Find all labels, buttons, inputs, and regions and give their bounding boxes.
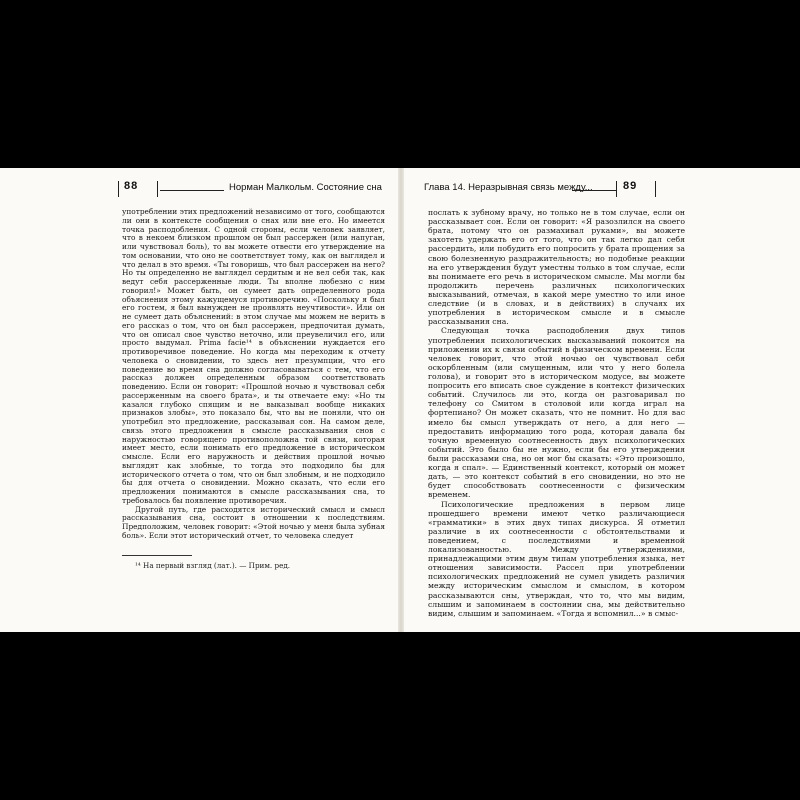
header-rule	[160, 190, 224, 191]
body-text	[428, 208, 685, 618]
right-page	[402, 168, 800, 632]
paragraph: Психологические предложения в первом лице прошедшего времени имеют четко различающиеся «грамматики» в этих двух типах дискурса. Я отметил различие в их соотнесенности с обстоятельствами и поведением, с последствиями и временной локализованностью. Между утверждениями, принадлежащими этим двум типам употребления языка, нет отношения зависимости. Рассел при употреблении психологических предложений не сумел увидеть различия между историческим смыслом и смыслом, в котором рассказываются сны, утверждая, что то, что мы видим, слышим и запоминаем в состоянии сна, мы действительно видим, слышим и запоминаем. «Тогда я вспомнил...» в смыс-	[428, 499, 685, 618]
running-head: Норман Малкольм. Состояние сна	[229, 182, 382, 193]
header-rule	[572, 190, 616, 191]
running-head: Глава 14. Неразрывная связь между...	[424, 182, 593, 193]
body-text	[122, 208, 385, 541]
paragraph: Следующая точка расподобления двух типов употребления психологических высказываний покоится на приложении их к связи событий в физическом времени. Если человек говорит, что этой ночью он чувствовал себя оскорбленным (или смущенным, или что у него болела голова), и говорит это в историческом модусе, вы можете попросить его вписать свое суждение в контекст физических событий. Случилось ли это, когда он разговаривал по телефону со Смитом в столовой или когда играл на фортепиано? Он может сказать, что не помнит. Но для вас имело бы смысл утверждать от него, а для него — предоставить информацию того рода, которая давала бы точную временную соотнесенность двух психологических событий. Это было бы не нужно, если бы его утверждения были рассказами сна, но он мог бы сказать: «Это произошло, когда я спал». — Единственный контекст, который он может дать, — это контекст событий в его сновидении, но это не будет способствовать соотнесенности с физическим временем.	[428, 326, 685, 500]
page-number: 88	[124, 180, 139, 192]
paragraph: Другой путь, где расходятся исторический смысл и смысл рассказывания сна, состоит в отношении к последствиям. Предположим, человек говорит: «Этой ночью у меня была зубная боль». Если этот исторический отчет, то человека следует	[122, 504, 385, 540]
paragraph: послать к зубному врачу, но только не в том случае, если он рассказывает сон. Если он говорит: «Я разозлился на своего брата, потому что он размахивал руками», вы можете захотеть удержать его от того, что он так легко дал себя рассердить, или побудить его попросить у брата прощения за свою болезненную раздражительность; но подобные реакции на его утверждения будут уместны только в том случае, если вы понимаете его речь в историческом смысле. Мы могли бы продолжить перечень различных психологических высказываний, отмечая, в какой мере уместно то или иное следствие (и в словах, и в действиях) в случаях их употребления в историческом смысле и в смысле рассказывания сна.	[428, 208, 685, 327]
footnote: ¹⁴ На первый взгляд (лат.). — Прим. ред.	[135, 561, 291, 570]
left-page	[0, 168, 400, 632]
page-number: 89	[623, 180, 638, 192]
footnote-rule	[122, 555, 192, 556]
book-spread	[0, 168, 800, 632]
paragraph: употреблении этих предложений независимо от того, сообщаются ли они в контексте сообщения о снах или вне его. Но имеется точка расподобления. С одной стороны, если человек заявляет, что в некоем близком прошлом он был рассержен (или напуган, или чувствовал боль), то вы можете отвести его утверждение на том основании, что оно не соответствует тому, как он выглядел и что делал в это время. «Ты говоришь, что был рассержен на него? Но ты определенно не выглядел сердитым и не вел себя так, как ведут себя рассерженные люди. Ты вполне любезно с ним говорил!» Может быть, он сумеет дать определенного рода объяснения этому кажущемуся противоречию. «Поскольку я был его гостем, я был вынужден не проявлять неучтивости». Или он не сумеет дать объяснений: в этом случае мы можем не верить в его рассказ о том, что он был рассержен, предпочитая думать, что он описал свое чувство неточно, или преувеличил его, или просто выдумал. Prima facie¹⁴ в объяснении нуждается его противоречивое поведение. Но когда мы переходим к отчету человека о сновидении, то здесь нет презумпции, что его поведение во время сна должно согласовываться с тем, что его рассказ должен определенным образом соответствовать поведению. Если он говорит: «Прошлой ночью я чувствовал себя рассерженным на своего брата», и ты отвечаете ему: «Но ты казался глубоко спящим и не выказывал вообще никаких признаков злобы», это показало бы, что вы не поняли, что он употребил это предложение, рассказывая сон. На самом деле, связь этого предложения в смысле рассказывания снов с наружностью говорящего противоположна той связи, которая имеет место, если понимать его предложение в историческом смысле. Если его наружность и действия прошлой ночью выглядят как злобные, то тогда это подходило бы для исторического отчета о том, что он был злобным, и не подходило бы для отчета о сновидении. Можно сказать, что если его предложения понимаются в смысле рассказывания сна, то требовалось бы появление противоречия.	[122, 207, 385, 505]
